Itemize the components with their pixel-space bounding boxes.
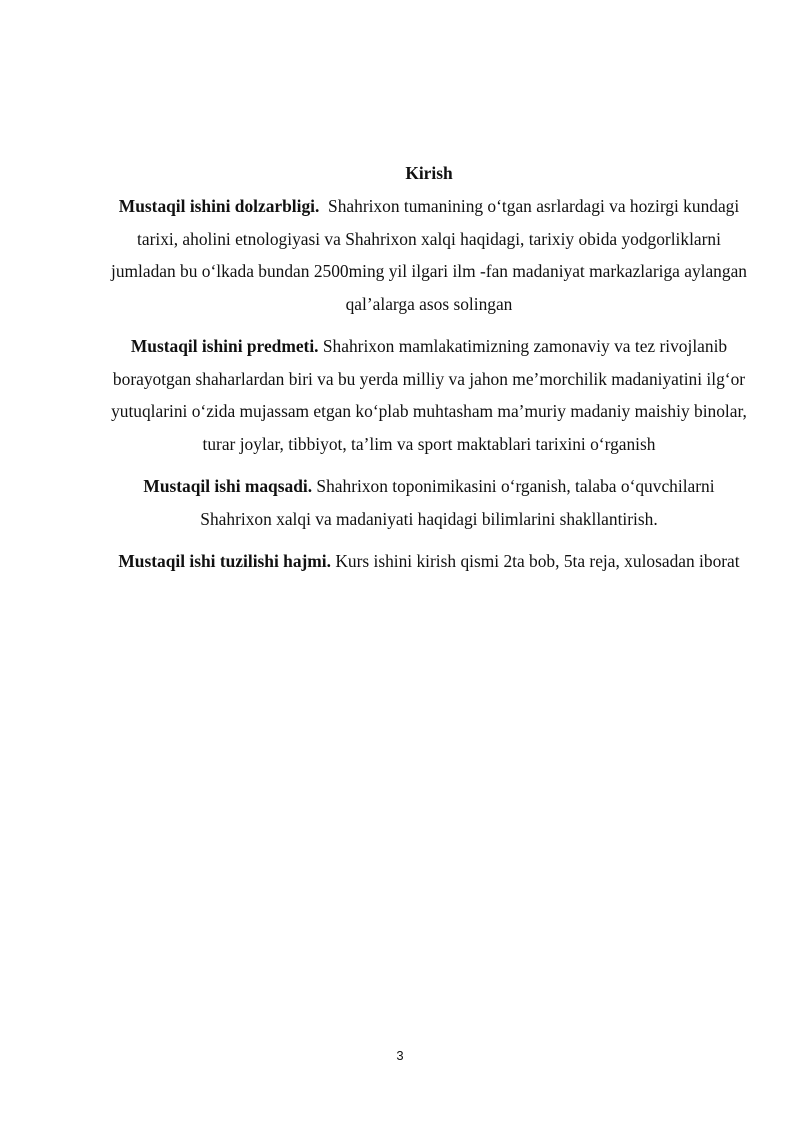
paragraph-text: Shahrixon mamlakatimizning zamonaviy va tez rivojlanib borayotgan shaharlardan biri va bu yerda milliy va jahon me’morchilik madaniyatini ilg‘or yutuqlarini o‘zida mujassam etgan ko‘plab muhtasham ma’muriy madaniy maishiy binolar, turar joylar, tibbiyot, ta’lim va sport maktablari tarixini o‘rganish (111, 336, 747, 454)
section-heading: Kirish (405, 163, 453, 183)
paragraph-text: Shahrixon tumanining o‘tgan asrlardagi va hozirgi kundagi tarixi, aholini etnologiyasi va Shahrixon xalqi haqidagi, tarixiy obida yodgorliklarni jumladan bu o‘lkada bundan 2500ming yil ilgari ilm -fan madaniyat markazlariga aylangan qal’alarga asos solingan (110, 196, 747, 314)
page-number: 3 (396, 1048, 404, 1063)
paragraph-relevance (108, 190, 750, 320)
paragraph-label: Mustaqil ishini predmeti. (130, 336, 319, 356)
paragraph-structure (108, 545, 750, 578)
paragraph-label: Mustaqil ishi tuzilishi hajmi. (118, 551, 331, 571)
page-content (108, 160, 750, 588)
paragraph-text: Kurs ishini kirish qismi 2ta bob, 5ta reja, xulosadan iborat (335, 551, 740, 571)
paragraph-subject (108, 330, 750, 460)
paragraph-goal (108, 470, 750, 535)
paragraph-text: Shahrixon toponimikasini o‘rganish, talaba o‘quvchilarni Shahrixon xalqi va madaniyati haqidagi bilimlarini shakllantirish. (200, 476, 715, 529)
paragraph-label: Mustaqil ishini dolzarbligi. (118, 196, 320, 216)
paragraph-label: Mustaqil ishi maqsadi. (143, 476, 313, 496)
